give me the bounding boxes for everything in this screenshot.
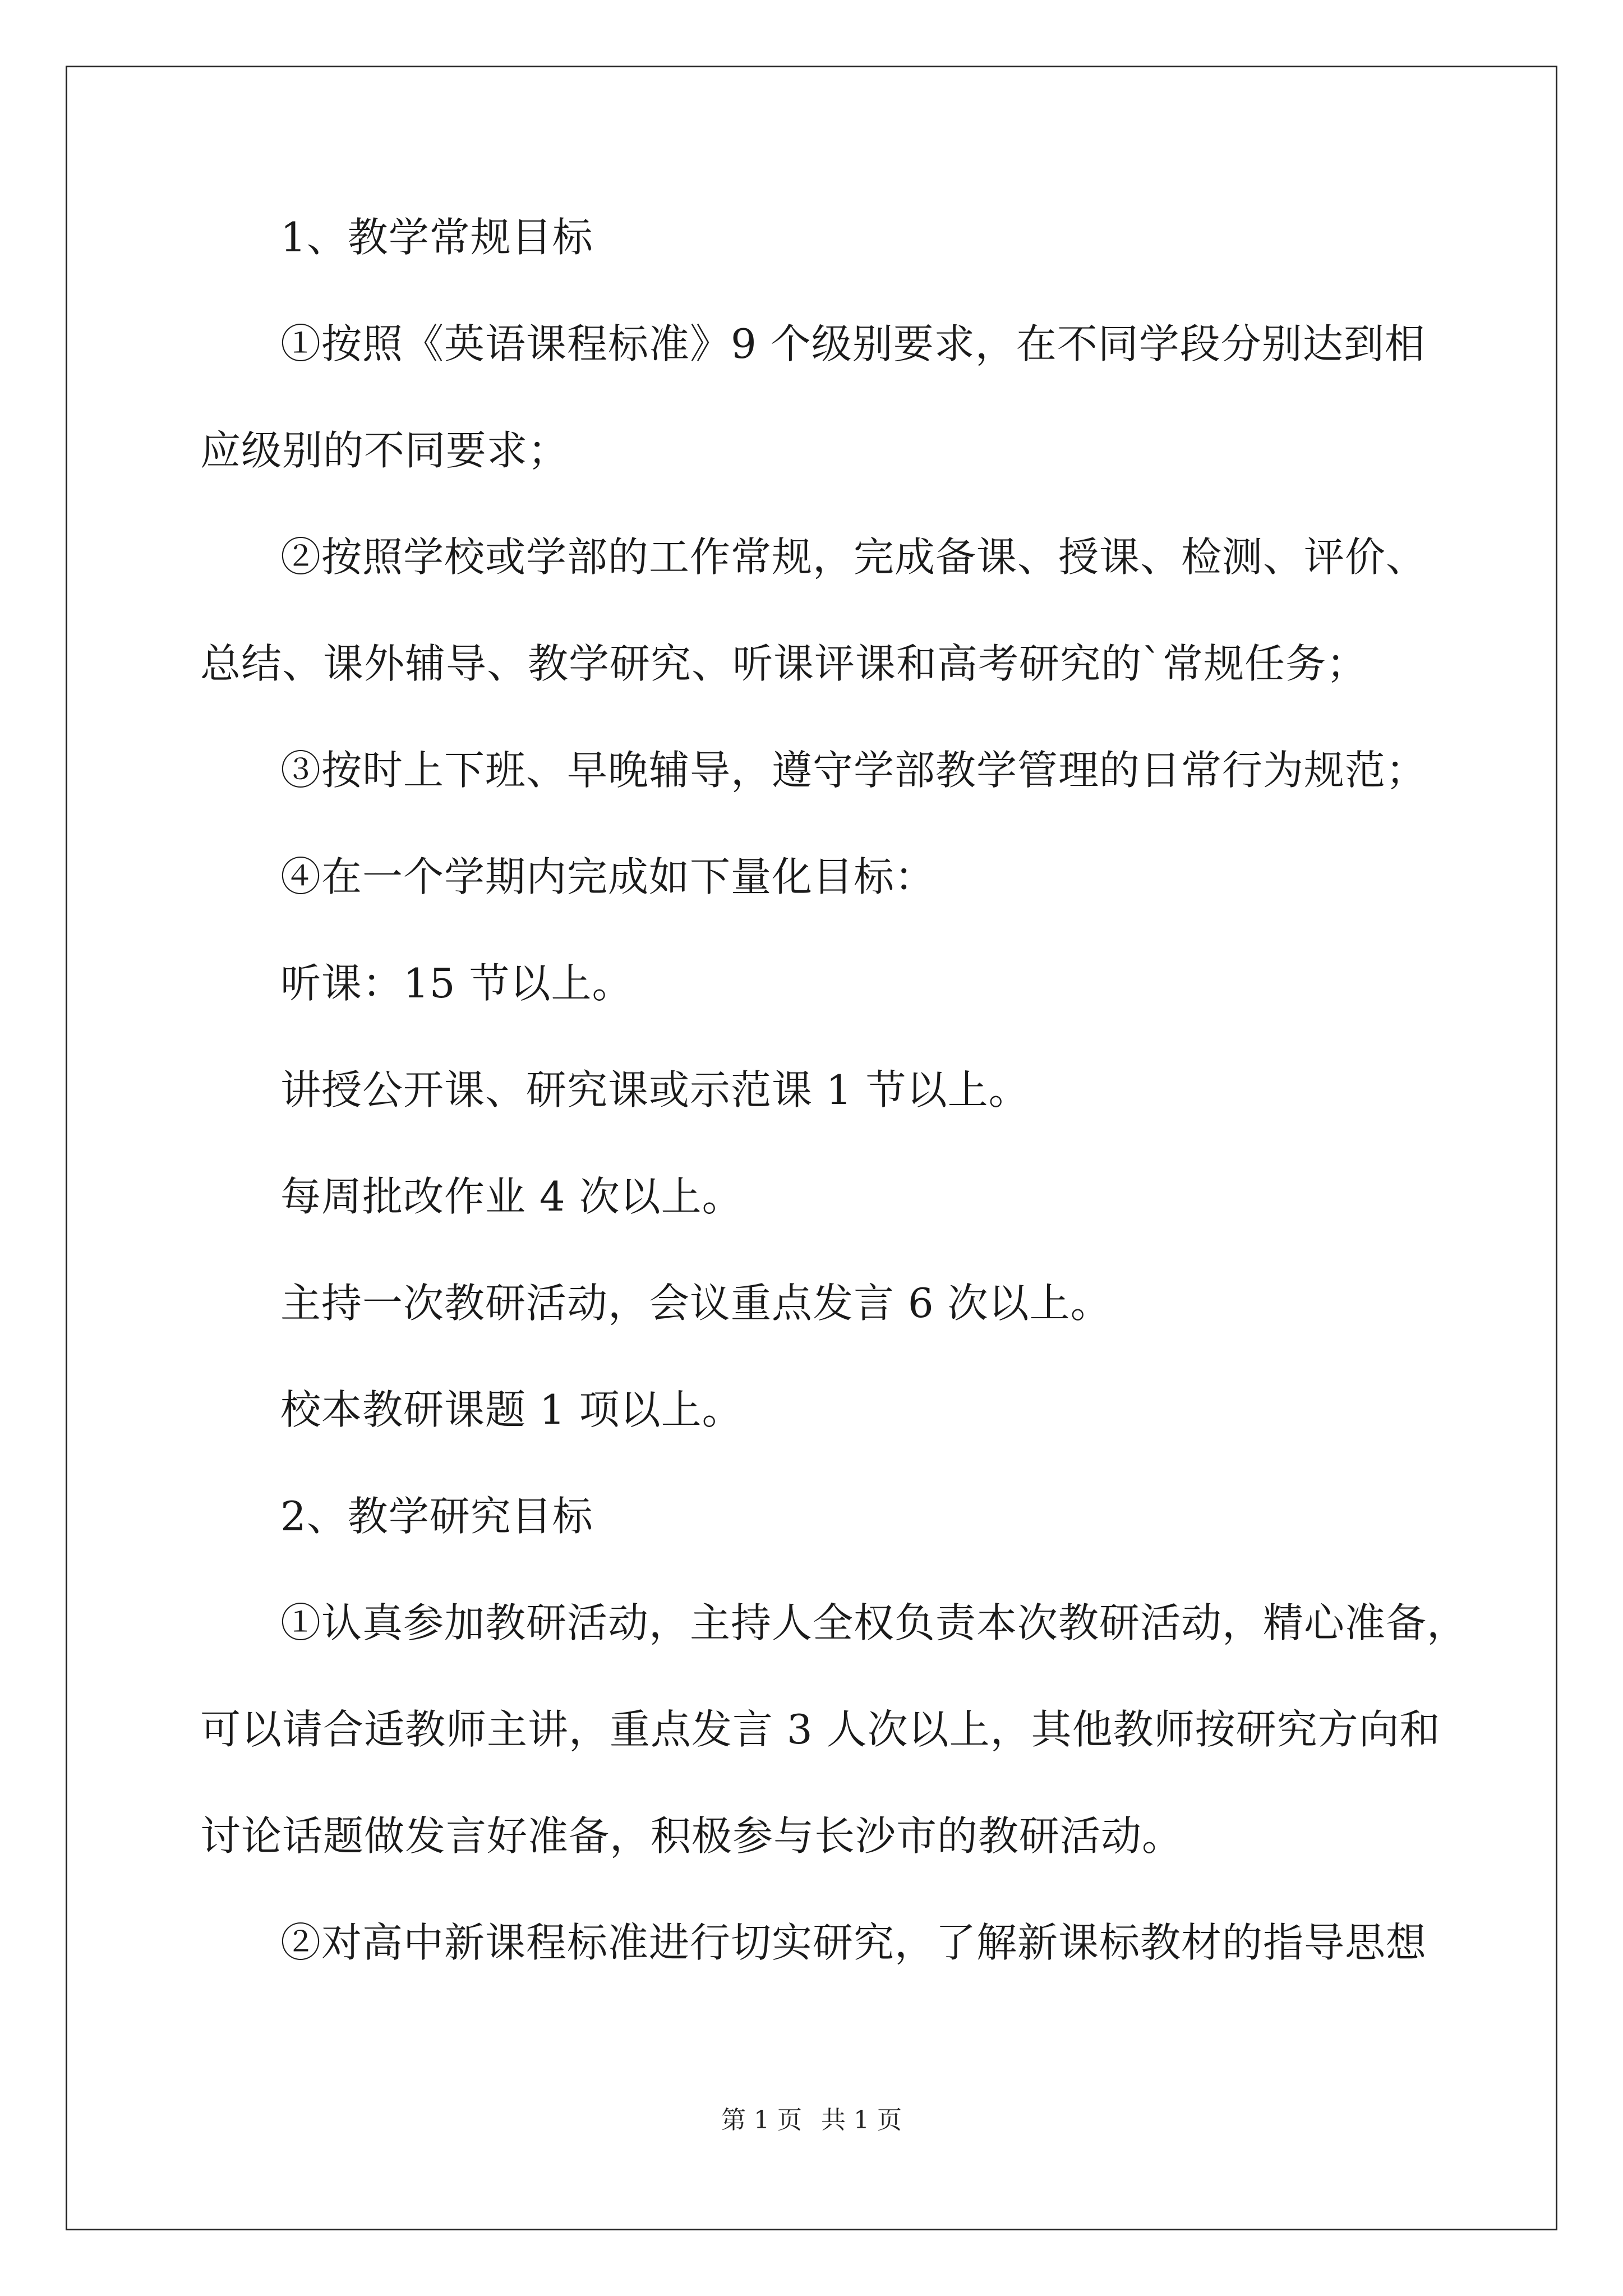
paragraph-line: 讨论话题做发言好准备，积极参与长沙市的教研活动。 — [200, 1812, 1183, 1860]
paragraph-line: ④在一个学期内完成如下量化目标： — [280, 853, 936, 900]
list-item: 讲授公开课、研究课或示范课 1 节以上。 — [280, 1066, 1030, 1114]
list-item: 听课：15 节以上。 — [280, 960, 633, 1007]
paragraph-line: ②按照学校或学部的工作常规，完成备课、授课、检测、评价、 — [280, 533, 1427, 581]
paragraph-line: ①按照《英语课程标准》9 个级别要求，在不同学段分别达到相 — [280, 320, 1426, 367]
paragraph-line: 可以请合适教师主讲，重点发言 3 人次以上，其他教师按研究方向和 — [200, 1706, 1441, 1753]
paragraph-line: ③按时上下班、早晚辅导，遵守学部教学管理的日常行为规范； — [280, 747, 1427, 794]
paragraph-line: ①认真参加教研活动，主持人全权负责本次教研活动，精心准备， — [280, 1599, 1468, 1646]
paragraph-line: 应级别的不同要求； — [200, 427, 569, 474]
heading-teaching-routine: 1、教学常规目标 — [280, 214, 593, 261]
page-total: 共 1 页 — [821, 2106, 902, 2134]
list-item: 每周批改作业 4 次以上。 — [280, 1173, 743, 1220]
list-item: 主持一次教研活动，会议重点发言 6 次以上。 — [280, 1280, 1112, 1327]
page-border — [66, 66, 1557, 2230]
list-item: 校本教研课题 1 项以上。 — [280, 1386, 743, 1433]
paragraph-line: 总结、课外辅导、教学研究、听课评课和高考研究的`常规任务； — [200, 640, 1368, 687]
heading-teaching-research: 2、教学研究目标 — [280, 1493, 593, 1540]
page-footer — [0, 2104, 1623, 2137]
paragraph-line: ②对高中新课程标准进行切实研究，了解新课标教材的指导思想 — [280, 1919, 1427, 1966]
page-number: 第 1 页 — [721, 2106, 802, 2134]
